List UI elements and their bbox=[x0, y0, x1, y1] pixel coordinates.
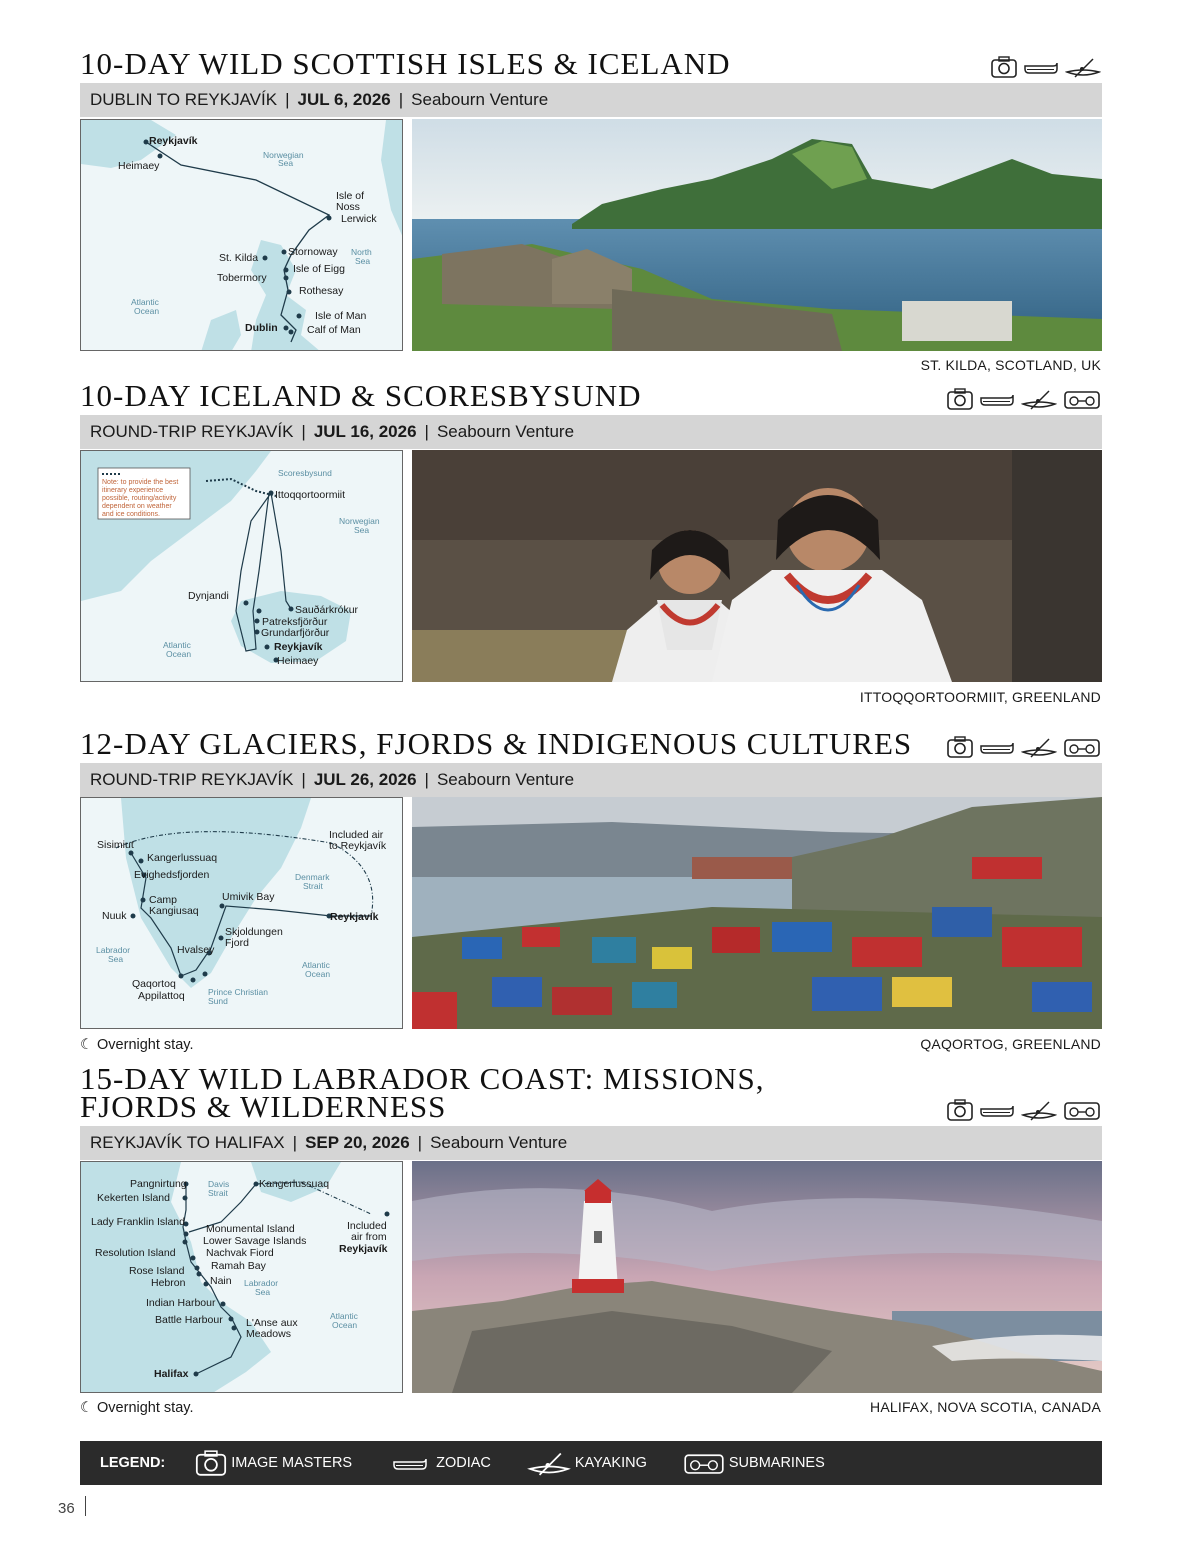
map-label: Rothesay bbox=[299, 285, 344, 297]
map-label: Isle of Man bbox=[315, 310, 367, 322]
map-label: Lower Savage Islands bbox=[203, 1235, 307, 1247]
map-label: Strait bbox=[303, 881, 323, 891]
map-label: Sea bbox=[255, 1287, 271, 1297]
map-label: Appilattoq bbox=[138, 990, 185, 1002]
overnight-note: ☾ Overnight stay. bbox=[80, 1037, 194, 1053]
map-label: Sund bbox=[208, 996, 228, 1006]
map-label: Strait bbox=[208, 1188, 228, 1198]
map-label: Rose Island bbox=[129, 1265, 185, 1277]
zodiac-icon bbox=[388, 1452, 432, 1474]
itinerary-map bbox=[80, 450, 403, 682]
submarine-icon bbox=[1063, 1099, 1101, 1121]
map-label: Kangerlussuaq bbox=[147, 852, 218, 864]
ship: Seabourn Venture bbox=[436, 770, 575, 789]
map-label: Dynjandi bbox=[188, 590, 229, 602]
legend-item: SUBMARINES bbox=[683, 1450, 825, 1476]
map-label: Nain bbox=[210, 1275, 232, 1287]
itinerary-map bbox=[80, 119, 403, 351]
map-label: Sea bbox=[354, 525, 370, 535]
map-label: Sea bbox=[355, 256, 371, 266]
page-number: 36 bbox=[58, 1500, 75, 1517]
zodiac-icon bbox=[979, 736, 1015, 758]
map-label: Kangiusaq bbox=[149, 905, 199, 917]
map-label: Reykjavík bbox=[274, 641, 323, 653]
map-label: Included air bbox=[329, 829, 384, 841]
map-label: Atlantic bbox=[330, 1311, 358, 1321]
camera-icon bbox=[947, 736, 973, 758]
map-label: Hebron bbox=[151, 1277, 186, 1289]
trip-info-bar: ROUND-TRIP REYKJAVÍK | JUL 26, 2026 | Seabourn Venture bbox=[80, 763, 1102, 797]
map-label: Qaqortoq bbox=[132, 978, 176, 990]
map-label: Lerwick bbox=[341, 213, 377, 225]
legend-item: KAYAKING bbox=[527, 1450, 647, 1476]
map-label: North bbox=[351, 247, 372, 257]
map-label: Battle Harbour bbox=[155, 1314, 223, 1326]
map-label: Calf of Man bbox=[307, 324, 361, 336]
map-label: Atlantic bbox=[131, 297, 159, 307]
map-label: Tobermory bbox=[217, 272, 267, 284]
ship: Seabourn Venture bbox=[436, 422, 575, 441]
map-label: Halifax bbox=[154, 1368, 189, 1380]
map-label: Reykjavík bbox=[149, 135, 198, 147]
overnight-note: ☾ Overnight stay. bbox=[80, 1400, 194, 1416]
route: REYKJAVÍK TO HALIFAX bbox=[90, 1133, 285, 1152]
map-label: to Reykjavík bbox=[329, 840, 387, 852]
map-label: Nuuk bbox=[102, 910, 127, 922]
map-label: Reykjavík bbox=[330, 911, 379, 923]
itinerary-map bbox=[80, 797, 403, 1029]
page-number-divider bbox=[85, 1496, 86, 1516]
kayak-icon bbox=[1021, 388, 1057, 410]
activity-icons bbox=[947, 1099, 1101, 1121]
map-label: Ittoqqortoormiit bbox=[275, 489, 346, 501]
photo-st-kilda bbox=[412, 119, 1102, 351]
trip-info-bar: REYKJAVÍK TO HALIFAX | SEP 20, 2026 | Seabourn Venture bbox=[80, 1126, 1102, 1160]
map-label: L'Anse aux bbox=[246, 1317, 298, 1329]
photo-caption: HALIFAX, NOVA SCOTIA, CANADA bbox=[870, 1399, 1101, 1415]
legend-bar bbox=[80, 1441, 1102, 1485]
map-label: Patreksfjörður bbox=[262, 616, 328, 628]
date: JUL 6, 2026 bbox=[297, 90, 391, 109]
map-label: Sauðárkrókur bbox=[295, 604, 359, 616]
itinerary-map bbox=[80, 1161, 403, 1393]
date: JUL 26, 2026 bbox=[313, 770, 417, 789]
map-label: Camp bbox=[149, 894, 178, 906]
map-label: Ocean bbox=[166, 649, 192, 659]
trip-title bbox=[80, 1061, 765, 1124]
date: SEP 20, 2026 bbox=[305, 1133, 410, 1152]
map-label: Grundarfjörður bbox=[261, 627, 330, 639]
camera-icon bbox=[947, 1099, 973, 1121]
submarine-icon bbox=[1063, 736, 1101, 758]
photo-caption: QAQORTOG, GREENLAND bbox=[920, 1036, 1101, 1052]
map-label: Hvalsey bbox=[177, 944, 215, 956]
route: DUBLIN TO REYKJAVÍK bbox=[90, 90, 278, 109]
date: JUL 16, 2026 bbox=[313, 422, 417, 441]
trip-title: 12-DAY GLACIERS, FJORDS & INDIGENOUS CULTURES bbox=[80, 726, 913, 761]
map-label: Scoresbysund bbox=[278, 468, 332, 478]
moon-icon: ☾ bbox=[80, 1400, 93, 1416]
map-note: dependent on weather bbox=[102, 503, 172, 510]
map-label: Resolution Island bbox=[95, 1247, 176, 1259]
map-note: Note: to provide the best bbox=[102, 479, 179, 486]
photo-qaqortoq bbox=[412, 797, 1102, 1029]
legend-item: ZODIAC bbox=[388, 1452, 491, 1474]
map-label: Nachvak Fiord bbox=[206, 1247, 274, 1259]
kayak-icon bbox=[1021, 736, 1057, 758]
camera-icon bbox=[947, 388, 973, 410]
map-label: Sea bbox=[108, 954, 124, 964]
zodiac-icon bbox=[979, 1099, 1015, 1121]
map-label: St. Kilda bbox=[219, 252, 259, 264]
trip-title-line: 15-DAY WILD LABRADOR COAST: MISSIONS, bbox=[80, 1061, 765, 1096]
map-label: Fjord bbox=[225, 937, 249, 949]
ship: Seabourn Venture bbox=[411, 90, 549, 109]
map-label: Monumental Island bbox=[206, 1223, 295, 1235]
map-label: Included bbox=[347, 1220, 387, 1232]
zodiac-icon bbox=[1023, 56, 1059, 78]
photo-halifax bbox=[412, 1161, 1102, 1393]
map-label: Davis bbox=[208, 1179, 230, 1189]
trip-info-bar: ROUND-TRIP REYKJAVÍK | JUL 16, 2026 | Seabourn Venture bbox=[80, 415, 1102, 449]
map-label: Kangerlussuaq bbox=[259, 1178, 330, 1190]
map-label: air from bbox=[351, 1231, 387, 1243]
map-label: Ramah Bay bbox=[211, 1260, 266, 1272]
map-label: Prince Christian bbox=[208, 987, 268, 997]
legend-title: LEGEND: bbox=[100, 1455, 166, 1471]
map-label: Sisimiut bbox=[97, 839, 134, 851]
trip-title: 10-DAY WILD SCOTTISH ISLES & ICELAND bbox=[80, 46, 731, 81]
map-label: Noss bbox=[336, 201, 360, 213]
map-note: and ice conditions. bbox=[102, 511, 160, 518]
map-label: Ocean bbox=[305, 969, 331, 979]
map-label: Dublin bbox=[245, 322, 278, 334]
map-label: Denmark bbox=[295, 872, 330, 882]
map-note: itinerary experience bbox=[102, 487, 164, 494]
activity-icons bbox=[991, 56, 1101, 78]
moon-icon: ☾ bbox=[80, 1037, 93, 1053]
map-label: Ocean bbox=[332, 1320, 358, 1330]
map-label: Isle of Eigg bbox=[293, 263, 345, 275]
map-label: Heimaey bbox=[118, 160, 160, 172]
camera-icon bbox=[991, 56, 1017, 78]
kayak-icon bbox=[1021, 1099, 1057, 1121]
ship: Seabourn Venture bbox=[430, 1133, 568, 1152]
zodiac-icon bbox=[979, 388, 1015, 410]
activity-icons bbox=[947, 736, 1101, 758]
map-label: Umivik Bay bbox=[222, 891, 275, 903]
map-label: Atlantic bbox=[163, 640, 191, 650]
map-label: Labrador bbox=[96, 945, 131, 955]
activity-icons bbox=[947, 388, 1101, 410]
map-label: Evighedsfjorden bbox=[134, 869, 210, 881]
legend-item: IMAGE MASTERS bbox=[195, 1450, 352, 1476]
map-label: Lady Franklin Island bbox=[91, 1216, 185, 1228]
map-note: possible, routing/activity bbox=[102, 495, 177, 502]
map-label: Norwegian bbox=[339, 516, 380, 526]
route: ROUND-TRIP REYKJAVÍK bbox=[90, 770, 294, 789]
trip-title-line: FJORDS & WILDERNESS bbox=[80, 1089, 447, 1124]
submarine-icon bbox=[1063, 388, 1101, 410]
photo-ittoqqortoormiit bbox=[412, 450, 1102, 682]
map-label: Labrador bbox=[244, 1278, 279, 1288]
photo-caption: ITTOQQORTOORMIIT, GREENLAND bbox=[859, 689, 1101, 705]
map-label: Skjoldungen bbox=[225, 926, 283, 938]
map-label: Heimaey bbox=[277, 655, 319, 667]
map-label: Ocean bbox=[134, 306, 160, 316]
photo-caption: ST. KILDA, SCOTLAND, UK bbox=[920, 357, 1101, 373]
kayak-icon bbox=[527, 1450, 571, 1476]
trip-info-bar: DUBLIN TO REYKJAVÍK | JUL 6, 2026 | Seabourn Venture bbox=[80, 83, 1102, 117]
trip-title: 10-DAY ICELAND & SCORESBYSUND bbox=[80, 378, 642, 413]
map-label: Stornoway bbox=[288, 246, 338, 258]
map-label: Kekerten Island bbox=[97, 1192, 170, 1204]
map-label: Atlantic bbox=[302, 960, 330, 970]
kayak-icon bbox=[1065, 56, 1101, 78]
map-label: Meadows bbox=[246, 1328, 291, 1340]
map-label: Reykjavík bbox=[339, 1243, 388, 1255]
map-label: Isle of bbox=[336, 190, 365, 202]
submarine-icon bbox=[683, 1450, 725, 1476]
route: ROUND-TRIP REYKJAVÍK bbox=[90, 422, 294, 441]
map-label: Indian Harbour bbox=[146, 1297, 216, 1309]
map-label: Pangnirtung bbox=[130, 1178, 187, 1190]
camera-icon bbox=[195, 1450, 227, 1476]
map-label: Norwegian bbox=[263, 150, 304, 160]
map-label: Sea bbox=[278, 158, 294, 168]
